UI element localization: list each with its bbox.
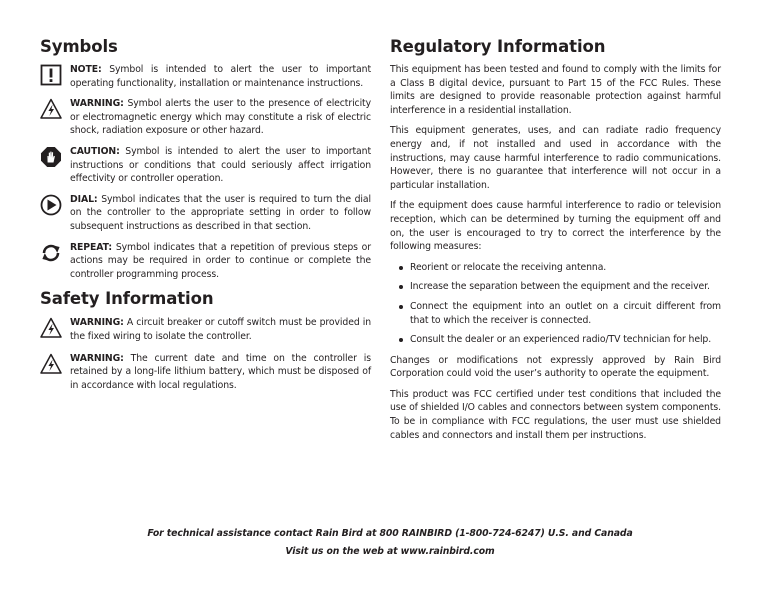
symbol-warning-text: WARNING: Symbol alerts the user to the presence of electricity or electromagnetic energy which may constitute a risk of electric shock, radiation exposure or other hazard.: [70, 98, 371, 137]
dial-arrow-icon: [40, 194, 62, 216]
right-column: [390, 36, 721, 449]
symbol-repeat-text: REPEAT: Symbol indicates that a repetition of previous steps or actions may be required in order to continue or complete the controller programming process.: [70, 241, 371, 280]
regulatory-paragraph-5: This product was FCC certified under test conditions that included the use of shielded I/O cables and connectors between system components. To be in compliance with FCC regulations, the user must use shielded cables and connectors and install them per instructions.: [390, 388, 721, 441]
list-item: Connect the equipment into an outlet on a circuit different from that to which the receiver is connected.: [390, 300, 721, 327]
footer-support-line: For technical assistance contact Rain Bird at 800 RAINBIRD (1-800-724-6247) U.S. and Canada: [147, 528, 633, 539]
list-item: Increase the separation between the equipment and the receiver.: [390, 280, 721, 294]
safety-warning-battery-text: WARNING: The current date and time on the controller is retained by a long-life lithium battery, which must be disposed of in accordance with local regulations.: [70, 352, 371, 391]
exclamation-icon: [40, 64, 62, 86]
safety-warning-breaker: [40, 316, 371, 343]
lightning-warning-icon: [40, 353, 62, 375]
safety-warning-battery: [40, 352, 371, 393]
regulatory-body: [390, 63, 721, 442]
repeat-arrows-icon: [40, 242, 62, 264]
symbols-list: [40, 63, 371, 281]
list-item: Consult the dealer or an experienced radio/TV technician for help.: [390, 333, 721, 347]
left-column: [40, 36, 371, 400]
regulatory-heading: Regulatory Information: [390, 37, 606, 56]
symbol-note-text: NOTE: Symbol is intended to alert the user to important operating functionality, installation or maintenance instructions.: [70, 64, 371, 89]
footer-website-line: Visit us on the web at www.rainbird.com: [285, 546, 495, 557]
lightning-warning-icon: [40, 317, 62, 339]
interference-measures-list: [390, 261, 721, 347]
list-item: Reorient or relocate the receiving antenna.: [390, 261, 721, 275]
safety-warning-breaker-text: WARNING: A circuit breaker or cutoff switch must be provided in the fixed wiring to isolate the controller.: [70, 317, 371, 342]
symbol-caution: [40, 145, 371, 186]
symbols-heading: Symbols: [40, 37, 118, 56]
symbol-warning: [40, 97, 371, 138]
regulatory-paragraph-3: If the equipment does cause harmful interference to radio or television reception, which can be determined by turning the equipment off and on, the user is encouraged to try to correct the interference by the following measures:: [390, 200, 721, 253]
stop-hand-icon: [40, 146, 62, 168]
safety-heading: Safety Information: [40, 289, 214, 309]
regulatory-paragraph-1: This equipment has been tested and found to comply with the limits for a Class B digital device, pursuant to Part 15 of the FCC Rules. These limits are designed to provide reasonable protection against harmful interference in a residential installation.: [390, 64, 721, 116]
regulatory-paragraph-4: Changes or modifications not expressly approved by Rain Bird Corporation could void the user’s authority to operate the equipment.: [390, 354, 721, 380]
symbol-dial-text: DIAL: Symbol indicates that the user is required to turn the dial on the controller to the appropriate setting in order to follow subsequent instructions as described in that section.: [70, 193, 371, 232]
symbol-dial: [40, 193, 371, 234]
symbol-caution-text: CAUTION: Symbol is intended to alert the user to important instructions or conditions that could seriously affect irrigation effectivity or controller operation.: [70, 145, 371, 185]
regulatory-paragraph-2: This equipment generates, uses, and can radiate radio frequency energy and, if not installed and used in accordance with the instructions, may cause harmful interference to radio communications. However, there is no guarantee that interference will not occur in a particular installation.: [390, 125, 721, 191]
lightning-warning-icon: [40, 98, 62, 120]
symbol-repeat: [40, 241, 371, 282]
symbol-note: [40, 63, 371, 90]
